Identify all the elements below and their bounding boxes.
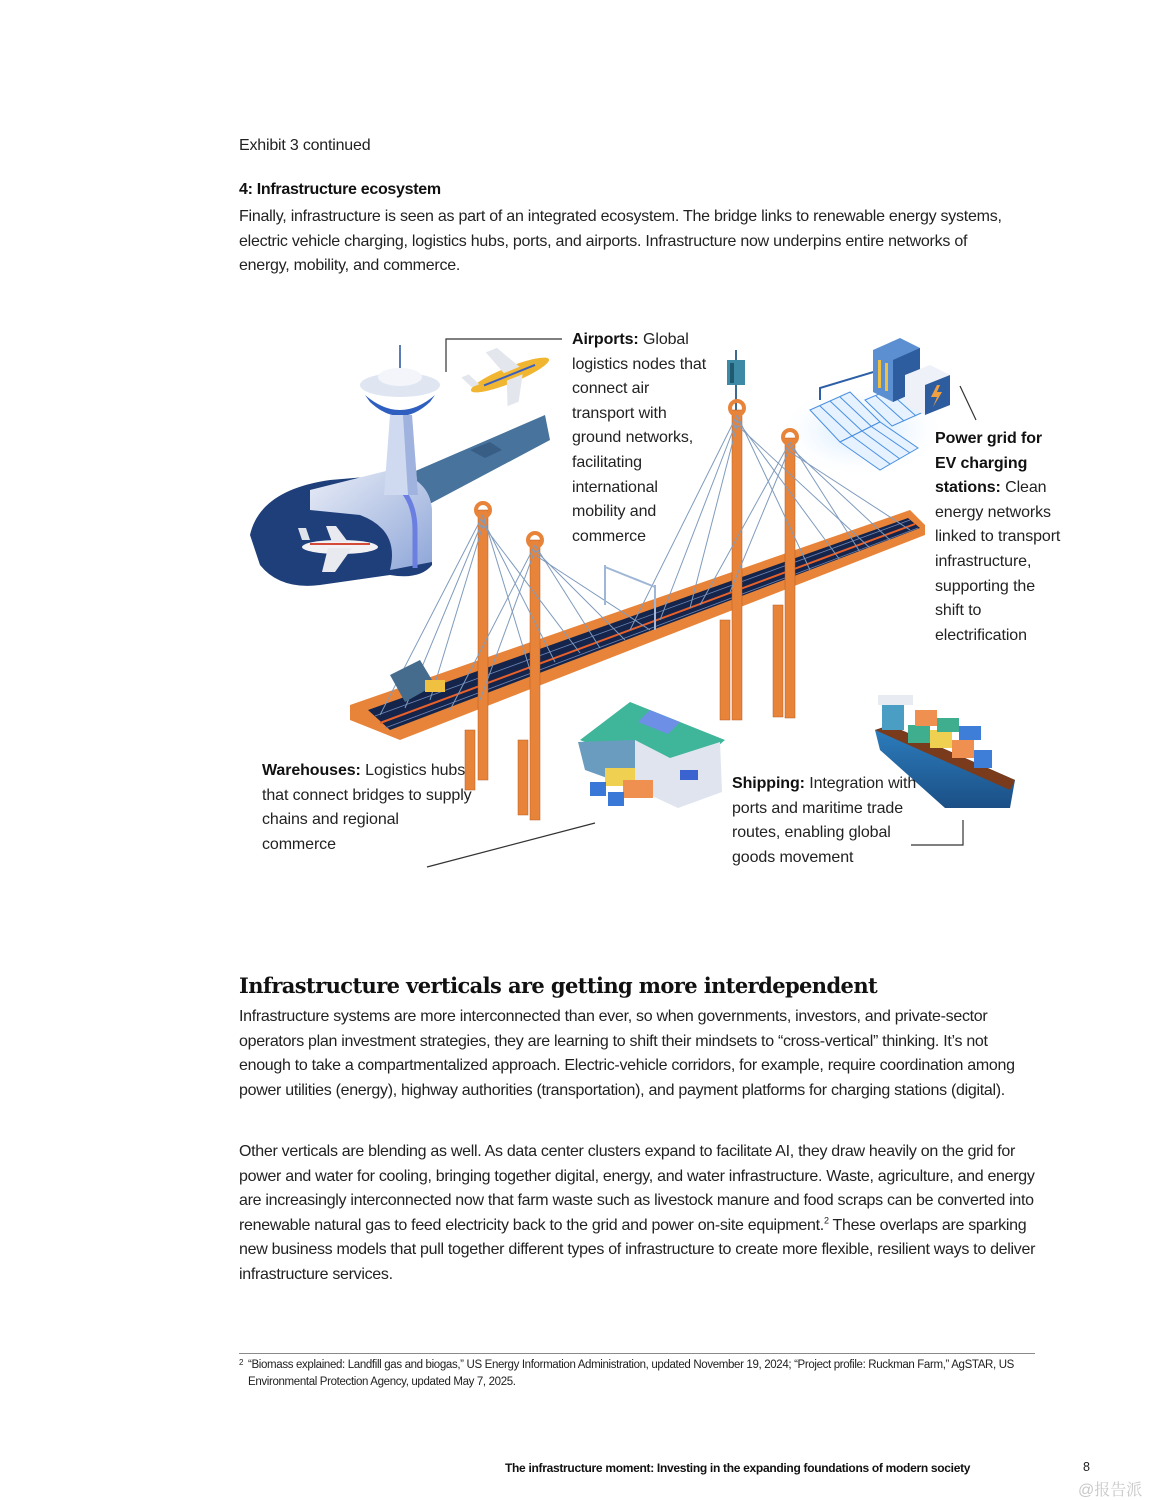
bridge-pylon: [465, 503, 490, 790]
watermark: @报告派: [1078, 1482, 1143, 1499]
footnote-reference-link[interactable]: 2: [823, 1215, 829, 1226]
article-paragraph-2: [239, 1140, 1039, 1288]
article-paragraph-2-part-b: These overlaps are sparking new business models that pull together different types of infrastructure to create more flexible, resilient ways to deliver infrastructure services.: [239, 1216, 1036, 1283]
callout-airports-title: Airports:: [572, 331, 639, 348]
footnote-text: “Biomass explained: Landfill gas and biogas,” US Energy Information Administration, updated November 19, 2024; “Project profile: Ruckman Farm,” AgSTAR, US Environmental Protection Agency, updated May 7, 2025.: [248, 1359, 1014, 1388]
bridge-pylon: [720, 401, 744, 720]
callout-warehouses-text: Logistics hubs that connect bridges to supply chains and regional commerce: [262, 762, 472, 853]
airport-group: [250, 331, 559, 585]
callout-power-grid: [935, 427, 1065, 648]
callout-power-grid-text: Clean energy networks linked to transport infrastructure, supporting the shift to electrification: [935, 479, 1061, 644]
footer-title: The infrastructure moment: Investing in the expanding foundations of modern society: [505, 1461, 971, 1475]
battery-icon: [905, 365, 950, 415]
footnote: [239, 1357, 1039, 1390]
section-title: 4: Infrastructure ecosystem: [239, 181, 441, 198]
callout-airports: [572, 328, 712, 549]
footnote-number: 2: [239, 1358, 244, 1367]
callout-shipping-text: Integration with ports and maritime trade routes, enabling global goods movement: [732, 775, 917, 866]
footnote-divider: [239, 1353, 1035, 1354]
callout-airports-text: Global logistics nodes that connect air transport with ground networks, facilitating international mobility and commerce: [572, 331, 707, 545]
airplane-icon: [456, 331, 559, 418]
callout-shipping-title: Shipping:: [732, 775, 805, 792]
power-grid-group: [777, 338, 950, 478]
article-paragraph-1: Infrastructure systems are more interconnected than ever, so when governments, investors, and private-sector operators plan investment strategies, they are learning to shift their mindsets to “cross-vertical” thinking. It’s not enough to take a compartmentalized approach. Electric-vehicle corridors, for example, require coordination among power utilities (energy), highway authorities (transportation), and payment platforms for charging stations (digital).: [239, 1008, 1015, 1099]
page-number: 8: [1083, 1460, 1090, 1474]
callout-warehouses: [262, 759, 472, 857]
exhibit-label: Exhibit 3 continued: [239, 137, 371, 154]
callout-shipping: [732, 772, 932, 870]
article-heading: Infrastructure verticals are getting more interdependent: [239, 973, 878, 998]
exhibit-intro: Finally, infrastructure is seen as part of an integrated ecosystem. The bridge links to renewable energy systems, electric vehicle charging, logistics hubs, ports, and airports. Infrastructure now underpins entire networks of energy, mobility, and commerce.: [239, 208, 1002, 275]
callout-power-grid-title: Power grid for EV charging stations:: [935, 430, 1043, 497]
warehouse-icon: [578, 702, 725, 808]
callout-warehouses-title: Warehouses:: [262, 762, 361, 779]
article-paragraph-2-part-a: Other verticals are blending as well. As data center clusters expand to facilitate AI, they draw heavily on the grid for power and water for cooling, bringing together digital, energy, and water infrastructure. Waste, agriculture, and energy are increasingly interconnected now that farm waste such as livestock manure and food scraps can be converted into renewable natural gas to feed electricity back to the grid and power on-site equipment.: [239, 1143, 1035, 1234]
power-grid-leader-line: [960, 386, 976, 420]
